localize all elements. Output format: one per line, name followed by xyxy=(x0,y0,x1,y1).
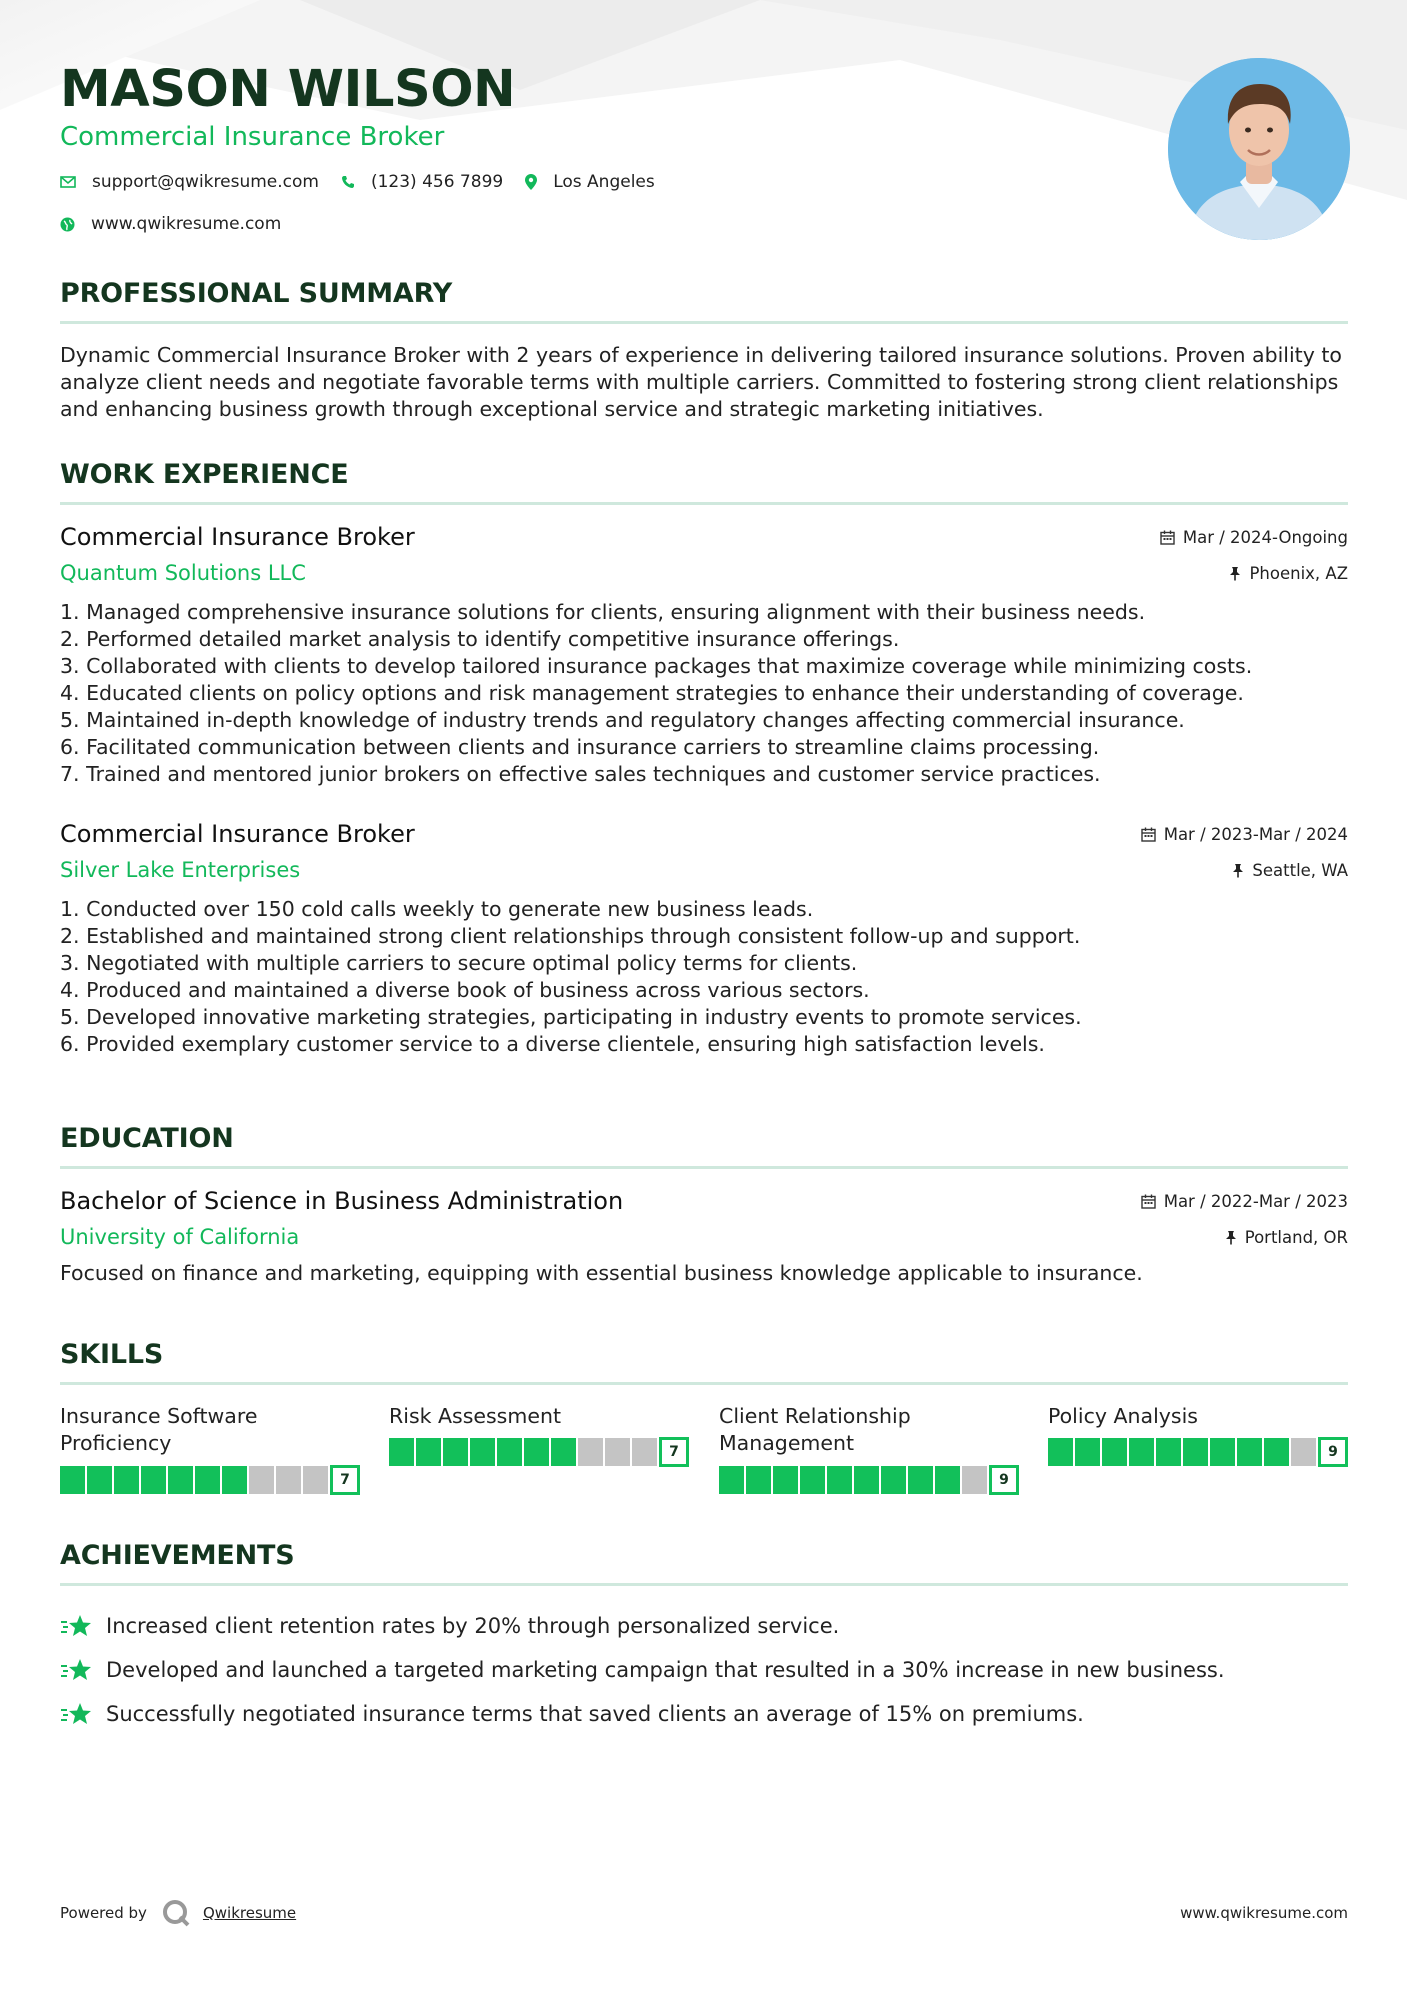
skill-segment-filled xyxy=(746,1466,773,1494)
list-item: 5. Developed innovative marketing strategies, participating in industry events to promote services. xyxy=(60,1005,1082,1029)
job-date: Mar / 2024-Ongoing xyxy=(1160,528,1348,547)
calendar-icon xyxy=(1141,1194,1156,1209)
skill-rating-bar xyxy=(1048,1437,1348,1467)
skill-segment-filled xyxy=(1075,1438,1102,1466)
skill-segment-filled xyxy=(1264,1438,1291,1466)
skill-segment-filled xyxy=(551,1438,578,1466)
pushpin-icon xyxy=(1229,566,1241,581)
contact-row-secondary xyxy=(60,214,303,234)
resume-header xyxy=(60,0,1348,250)
skill-segment-empty xyxy=(249,1466,276,1494)
summary-heading: PROFESSIONAL SUMMARY xyxy=(60,278,453,309)
education-description: Focused on finance and marketing, equipping with essential business knowledge applicable to insurance. xyxy=(60,1261,1143,1285)
calendar-icon xyxy=(1160,530,1175,545)
skill-segment-empty xyxy=(303,1466,330,1494)
company-name: Quantum Solutions LLC xyxy=(60,561,306,585)
skill-segment-filled xyxy=(800,1466,827,1494)
skill-rating-bar xyxy=(389,1437,689,1467)
job-bullets xyxy=(60,599,1348,788)
skill-segment-filled xyxy=(114,1466,141,1494)
candidate-name: MASON WILSON xyxy=(60,60,516,119)
skill-segment-empty xyxy=(962,1466,989,1494)
list-item: Developed and launched a targeted marketing campaign that resulted in a 30% increase in new business. xyxy=(60,1648,1348,1692)
skill-segment-filled xyxy=(87,1466,114,1494)
list-item: 3. Collaborated with clients to develop tailored insurance packages that maximize coverage while minimizing costs. xyxy=(60,654,1253,678)
section-divider xyxy=(60,1583,1348,1586)
skill-name: Policy Analysis xyxy=(1048,1404,1198,1428)
skill-segment-empty xyxy=(276,1466,303,1494)
skill-segment-empty xyxy=(605,1438,632,1466)
profile-photo xyxy=(1168,58,1350,240)
list-item: Increased client retention rates by 20% through personalized service. xyxy=(60,1604,1348,1648)
job-location: Phoenix, AZ xyxy=(1229,564,1348,583)
education-date: Mar / 2022-Mar / 2023 xyxy=(1141,1192,1348,1211)
location-pin-icon xyxy=(525,174,537,190)
job-entry xyxy=(60,820,1348,1058)
section-divider xyxy=(60,321,1348,324)
skills-grid xyxy=(60,1403,1348,1513)
skill-segment-filled xyxy=(222,1466,249,1494)
globe-icon xyxy=(60,217,75,232)
list-item: 5. Maintained in-depth knowledge of industry trends and regulatory changes affecting commercial insurance. xyxy=(60,708,1185,732)
skill-segment-filled xyxy=(854,1466,881,1494)
skill-segment-filled xyxy=(1183,1438,1210,1466)
skill-level-value: 9 xyxy=(989,1465,1019,1495)
calendar-icon xyxy=(1141,827,1156,842)
list-item: 4. Educated clients on policy options and risk management strategies to enhance their understanding of coverage. xyxy=(60,681,1244,705)
skill-level-value: 7 xyxy=(659,1437,689,1467)
contact-website[interactable] xyxy=(60,214,281,234)
job-bullets xyxy=(60,896,1348,1058)
skill-item xyxy=(719,1403,1019,1488)
school-name: University of California xyxy=(60,1225,300,1249)
skill-segment-filled xyxy=(497,1438,524,1466)
experience-section xyxy=(60,459,1348,1058)
section-divider xyxy=(60,502,1348,505)
skill-segment-empty xyxy=(578,1438,605,1466)
email-text: support@qwikresume.com xyxy=(92,172,319,192)
list-item: Successfully negotiated insurance terms that saved clients an average of 15% on premiums. xyxy=(60,1692,1348,1736)
section-divider xyxy=(60,1382,1348,1385)
degree-name: Bachelor of Science in Business Administration xyxy=(60,1187,624,1215)
contact-location xyxy=(525,172,655,192)
skill-rating-bar xyxy=(60,1465,360,1495)
skill-segment-empty xyxy=(1291,1438,1318,1466)
summary-text: Dynamic Commercial Insurance Broker with 2 years of experience in delivering tailored insurance solutions. Proven ability to analyze client needs and negotiate favorable terms with multiple carriers. Committed to fostering strong client relationships and enhancing business growth through exceptional service and strategic marketing initiatives. xyxy=(60,343,1342,421)
section-divider xyxy=(60,1166,1348,1169)
phone-icon xyxy=(341,175,355,189)
list-item: 6. Facilitated communication between clients and insurance carriers to streamline claims processing. xyxy=(60,735,1100,759)
skill-segment-filled xyxy=(443,1438,470,1466)
email-icon xyxy=(60,176,76,188)
list-item: 1. Conducted over 150 cold calls weekly to generate new business leads. xyxy=(60,897,814,921)
contact-row-primary xyxy=(60,172,677,192)
pushpin-icon xyxy=(1232,863,1244,878)
skill-segment-filled xyxy=(1102,1438,1129,1466)
job-role: Commercial Insurance Broker xyxy=(60,523,415,551)
skill-segment-filled xyxy=(524,1438,551,1466)
avatar-illustration xyxy=(1168,58,1350,240)
skill-segment-filled xyxy=(195,1466,222,1494)
skill-segment-filled xyxy=(827,1466,854,1494)
list-item: 3. Negotiated with multiple carriers to secure optimal policy terms for clients. xyxy=(60,951,858,975)
skill-segment-filled xyxy=(935,1466,962,1494)
skill-segment-filled xyxy=(60,1466,87,1494)
list-item: 6. Provided exemplary customer service to a diverse clientele, ensuring high satisfaction levels. xyxy=(60,1032,1045,1056)
skill-level-value: 9 xyxy=(1318,1437,1348,1467)
list-item: 1. Managed comprehensive insurance solutions for clients, ensuring alignment with their business needs. xyxy=(60,600,1146,624)
education-heading: EDUCATION xyxy=(60,1123,234,1154)
skill-segment-filled xyxy=(416,1438,443,1466)
skill-level-value: 7 xyxy=(330,1465,360,1495)
achievements-heading: ACHIEVEMENTS xyxy=(60,1540,295,1571)
pushpin-icon xyxy=(1225,1230,1237,1245)
skill-name: Client Relationship Management xyxy=(719,1404,911,1455)
skill-item xyxy=(1048,1403,1348,1460)
skill-item xyxy=(60,1403,360,1488)
education-location: Portland, OR xyxy=(1225,1228,1348,1247)
skill-segment-empty xyxy=(632,1438,659,1466)
skill-segment-filled xyxy=(908,1466,935,1494)
job-role: Commercial Insurance Broker xyxy=(60,820,415,848)
skill-rating-bar xyxy=(719,1465,1019,1495)
list-item: 2. Established and maintained strong client relationships through consistent follow-up and support. xyxy=(60,924,1081,948)
skill-segment-filled xyxy=(1210,1438,1237,1466)
powered-by-label: Powered by xyxy=(60,1904,147,1922)
star-badge-icon xyxy=(60,1613,92,1639)
website-text: www.qwikresume.com xyxy=(91,214,282,234)
skill-segment-filled xyxy=(1237,1438,1264,1466)
skill-segment-filled xyxy=(719,1466,746,1494)
phone-text: (123) 456 7899 xyxy=(370,172,504,192)
contact-phone[interactable] xyxy=(341,172,503,192)
experience-heading: WORK EXPERIENCE xyxy=(60,459,349,490)
achievements-list xyxy=(60,1604,1348,1736)
skills-section xyxy=(60,1339,1348,1513)
skill-segment-filled xyxy=(881,1466,908,1494)
qwikresume-logo-icon xyxy=(161,1898,191,1928)
job-entry xyxy=(60,523,1348,788)
skill-segment-filled xyxy=(470,1438,497,1466)
candidate-title: Commercial Insurance Broker xyxy=(60,122,445,152)
education-entry xyxy=(60,1187,1348,1285)
summary-section xyxy=(60,278,1348,423)
achievements-section xyxy=(60,1540,1348,1736)
footer-website-link[interactable]: www.qwikresume.com xyxy=(1180,1904,1348,1922)
skill-name: Insurance Software Proficiency xyxy=(60,1404,258,1455)
location-text: Los Angeles xyxy=(553,172,655,192)
star-badge-icon xyxy=(60,1657,92,1683)
skill-item xyxy=(389,1403,689,1460)
education-section xyxy=(60,1123,1348,1285)
skill-segment-filled xyxy=(168,1466,195,1494)
list-item: 4. Produced and maintained a diverse book of business across various sectors. xyxy=(60,978,870,1002)
list-item: 2. Performed detailed market analysis to identify competitive insurance offerings. xyxy=(60,627,900,651)
contact-email[interactable] xyxy=(60,172,319,192)
skill-segment-filled xyxy=(773,1466,800,1494)
page-footer xyxy=(60,1898,1348,1928)
skill-segment-filled xyxy=(389,1438,416,1466)
job-location: Seattle, WA xyxy=(1232,861,1348,880)
skill-segment-filled xyxy=(1129,1438,1156,1466)
job-date: Mar / 2023-Mar / 2024 xyxy=(1141,825,1348,844)
brand-link[interactable]: Qwikresume xyxy=(202,1904,297,1922)
company-name: Silver Lake Enterprises xyxy=(60,858,301,882)
list-item: 7. Trained and mentored junior brokers on effective sales techniques and customer service practices. xyxy=(60,762,1101,786)
skill-name: Risk Assessment xyxy=(389,1404,561,1428)
star-badge-icon xyxy=(60,1701,92,1727)
skill-segment-filled xyxy=(1156,1438,1183,1466)
skill-segment-filled xyxy=(1048,1438,1075,1466)
skill-segment-filled xyxy=(141,1466,168,1494)
skills-heading: SKILLS xyxy=(60,1339,164,1370)
